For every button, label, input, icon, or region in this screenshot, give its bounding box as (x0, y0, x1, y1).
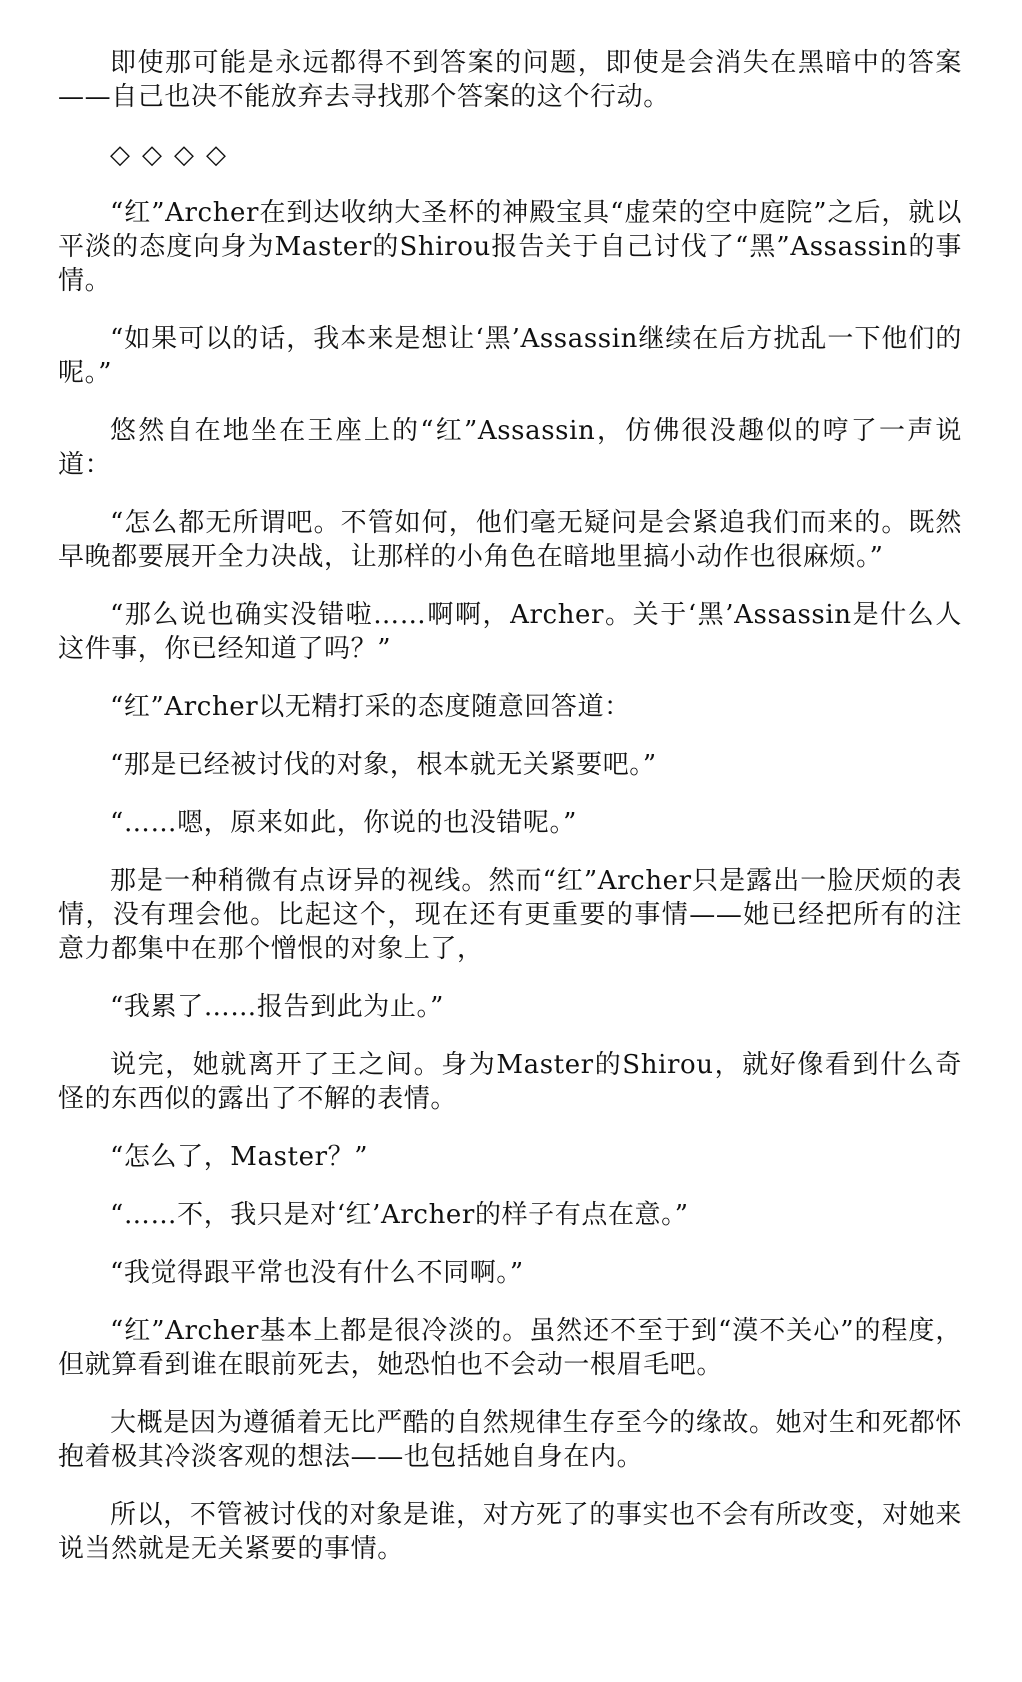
paragraph: “红”Archer以无精打采的态度随意回答道： (110, 692, 631, 722)
paragraph: “我觉得跟平常也没有什么不同啊。” (110, 1258, 524, 1288)
paragraph: “怎么都无所谓吧。不管如何，他们毫无疑问是会紧追我们而来的。既然早晚都要展开全力决战，让那样的小角色在暗地里搞小动作也很麻烦。” (58, 508, 962, 572)
paragraph: “……嗯，原来如此，你说的也没错呢。” (110, 808, 577, 838)
paragraph: “……不，我只是对‘红’Archer的样子有点在意。” (110, 1200, 689, 1230)
document-page (58, 46, 962, 1590)
section-divider: ◇◇◇◇ (110, 140, 238, 170)
paragraph: 说完，她就离开了王之间。身为Master的Shirou，就好像看到什么奇怪的东西似的露出了不解的表情。 (58, 1050, 962, 1114)
paragraph: “红”Archer基本上都是很冷淡的。虽然还不至于到“漠不关心”的程度，但就算看到谁在眼前死去，她恐怕也不会动一根眉毛吧。 (58, 1316, 962, 1380)
paragraph: “那是已经被讨伐的对象，根本就无关紧要吧。” (110, 750, 657, 780)
paragraph: “红”Archer在到达收纳大圣杯的神殿宝具“虚荣的空中庭院”之后，就以平淡的态度向身为Master的Shirou报告关于自己讨伐了“黑”Assassin的事情。 (58, 198, 962, 296)
paragraph: 所以，不管被讨伐的对象是谁，对方死了的事实也不会有所改变，对她来说当然就是无关紧要的事情。 (58, 1500, 962, 1564)
paragraph: 大概是因为遵循着无比严酷的自然规律生存至今的缘故。她对生和死都怀抱着极其冷淡客观的想法——也包括她自身在内。 (58, 1408, 962, 1472)
paragraph: “如果可以的话，我本来是想让‘黑’Assassin继续在后方扰乱一下他们的呢。” (58, 324, 962, 388)
paragraph: “那么说也确实没错啦……啊啊，Archer。关于‘黑’Assassin是什么人这件事，你已经知道了吗？” (58, 600, 962, 664)
paragraph: 那是一种稍微有点讶异的视线。然而“红”Archer只是露出一脸厌烦的表情，没有理会他。比起这个，现在还有更重要的事情——她已经把所有的注意力都集中在那个憎恨的对象上了， (58, 866, 962, 964)
paragraph: “怎么了，Master？” (110, 1142, 369, 1172)
paragraph: 悠然自在地坐在王座上的“红”Assassin，仿佛很没趣似的哼了一声说道： (58, 416, 962, 480)
paragraph: 即使那可能是永远都得不到答案的问题，即使是会消失在黑暗中的答案——自己也决不能放弃去寻找那个答案的这个行动。 (58, 48, 962, 112)
paragraph: “我累了……报告到此为止。” (110, 992, 444, 1022)
